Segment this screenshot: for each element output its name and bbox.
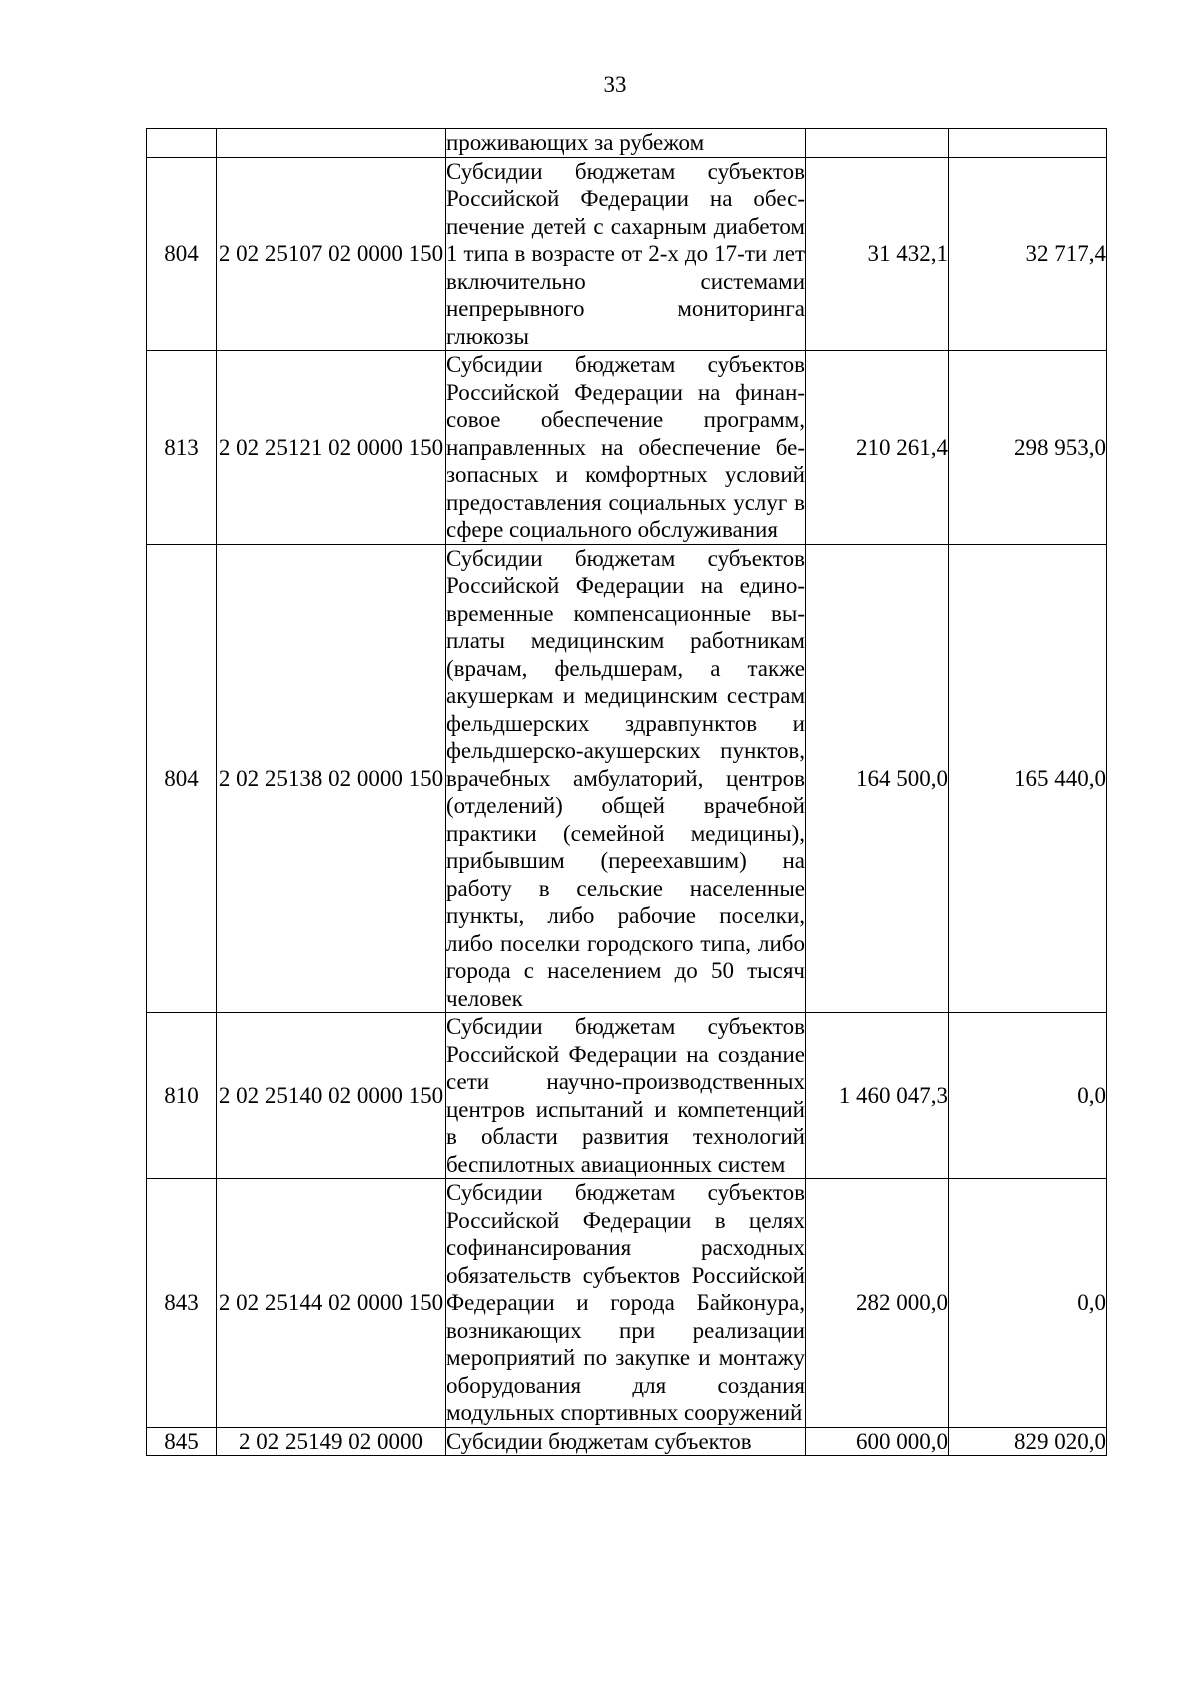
table-row [147,544,1107,1013]
budget-table [146,128,1107,1456]
page-number: 33 [603,72,627,97]
value-1-cell: 600 000,0 [806,1427,949,1456]
value-1-cell [806,129,949,158]
name-cell: Субсидии бюджетам субъектов Российской Федерации на обеспечение детей с сахарным диабетом 1 типа в возрасте от 2-х до 17-ти лет включительно системами непрерывного мониторинга глюкозы [446,158,805,349]
name-cell: Субсидии бюджетам субъектов [446,1427,806,1456]
admin-code-cell: 845 [147,1427,217,1456]
kbk-code-cell: 2 02 25144 02 0000 150 [217,1179,446,1428]
kbk-code-cell: 2 02 25107 02 0000 150 [217,157,446,351]
value-2-cell: 32 717,4 [949,157,1107,351]
admin-code-cell [147,129,217,158]
name-cell: Субсидии бюджетам субъектов Российской Федерации на создание сети научно-производственных центров испытаний и компетенций в области развития технологий беспилотных авиационных систем [446,1014,805,1177]
value-1-cell: 210 261,4 [806,351,949,545]
table-row [147,1427,1107,1456]
admin-code-cell: 804 [147,157,217,351]
value-1-cell: 31 432,1 [806,157,949,351]
table-row [147,351,1107,545]
value-2-cell: 298 953,0 [949,351,1107,545]
kbk-code-cell: 2 02 25121 02 0000 150 [217,351,446,545]
table-row [147,1179,1107,1428]
kbk-code-cell: 2 02 25149 02 0000 [217,1427,446,1456]
name-cell: Субсидии бюджетам субъектов Российской Федерации на единовременные компенсационные выплаты медицинским работникам (врачам, фельдшерам, а также акушеркам и медицинским сестрам фельдшерских здравпунктов и фельдшерско-акушерских пунктов, врачебных амбулаторий, центров (отделений) общей врачебной практики (семейной медицины), прибывшим (переехавшим) на работу в сельские населенные пункты, либо рабочие поселки, либо поселки городского типа, либо города с населением до 50 тысяч человек [446,545,805,1011]
kbk-code-cell: 2 02 25138 02 0000 150 [217,544,446,1013]
value-2-cell [949,129,1107,158]
value-2-cell: 0,0 [949,1013,1107,1179]
value-2-cell: 165 440,0 [949,544,1107,1013]
table-row-continuation [147,129,1107,158]
admin-code-cell: 810 [147,1013,217,1179]
admin-code-cell: 813 [147,351,217,545]
table-row [147,1013,1107,1179]
value-2-cell: 829 020,0 [949,1427,1107,1456]
kbk-code-cell: 2 02 25140 02 0000 150 [217,1013,446,1179]
kbk-code-cell [217,129,446,158]
value-1-cell: 1 460 047,3 [806,1013,949,1179]
name-cell: Субсидии бюджетам субъектов Российской Федерации на финансовое обеспечение программ, направленных на обеспечение безопасных и комфортных условий предоставления социальных услуг в сфере социального обслуживания [446,352,805,542]
value-1-cell: 282 000,0 [806,1179,949,1428]
admin-code-cell: 804 [147,544,217,1013]
value-1-cell: 164 500,0 [806,544,949,1013]
table-row [147,157,1107,351]
name-cell: Субсидии бюджетам субъектов Российской Федерации в целях софинансирования расходных обязательств субъектов Российской Федерации и города Байконура, возникающих при реализации мероприятий по закупке и монтажу оборудования для создания модульных спортивных сооружений [446,1180,805,1425]
name-cell: проживающих за рубежом [446,129,806,158]
admin-code-cell: 843 [147,1179,217,1428]
value-2-cell: 0,0 [949,1179,1107,1428]
